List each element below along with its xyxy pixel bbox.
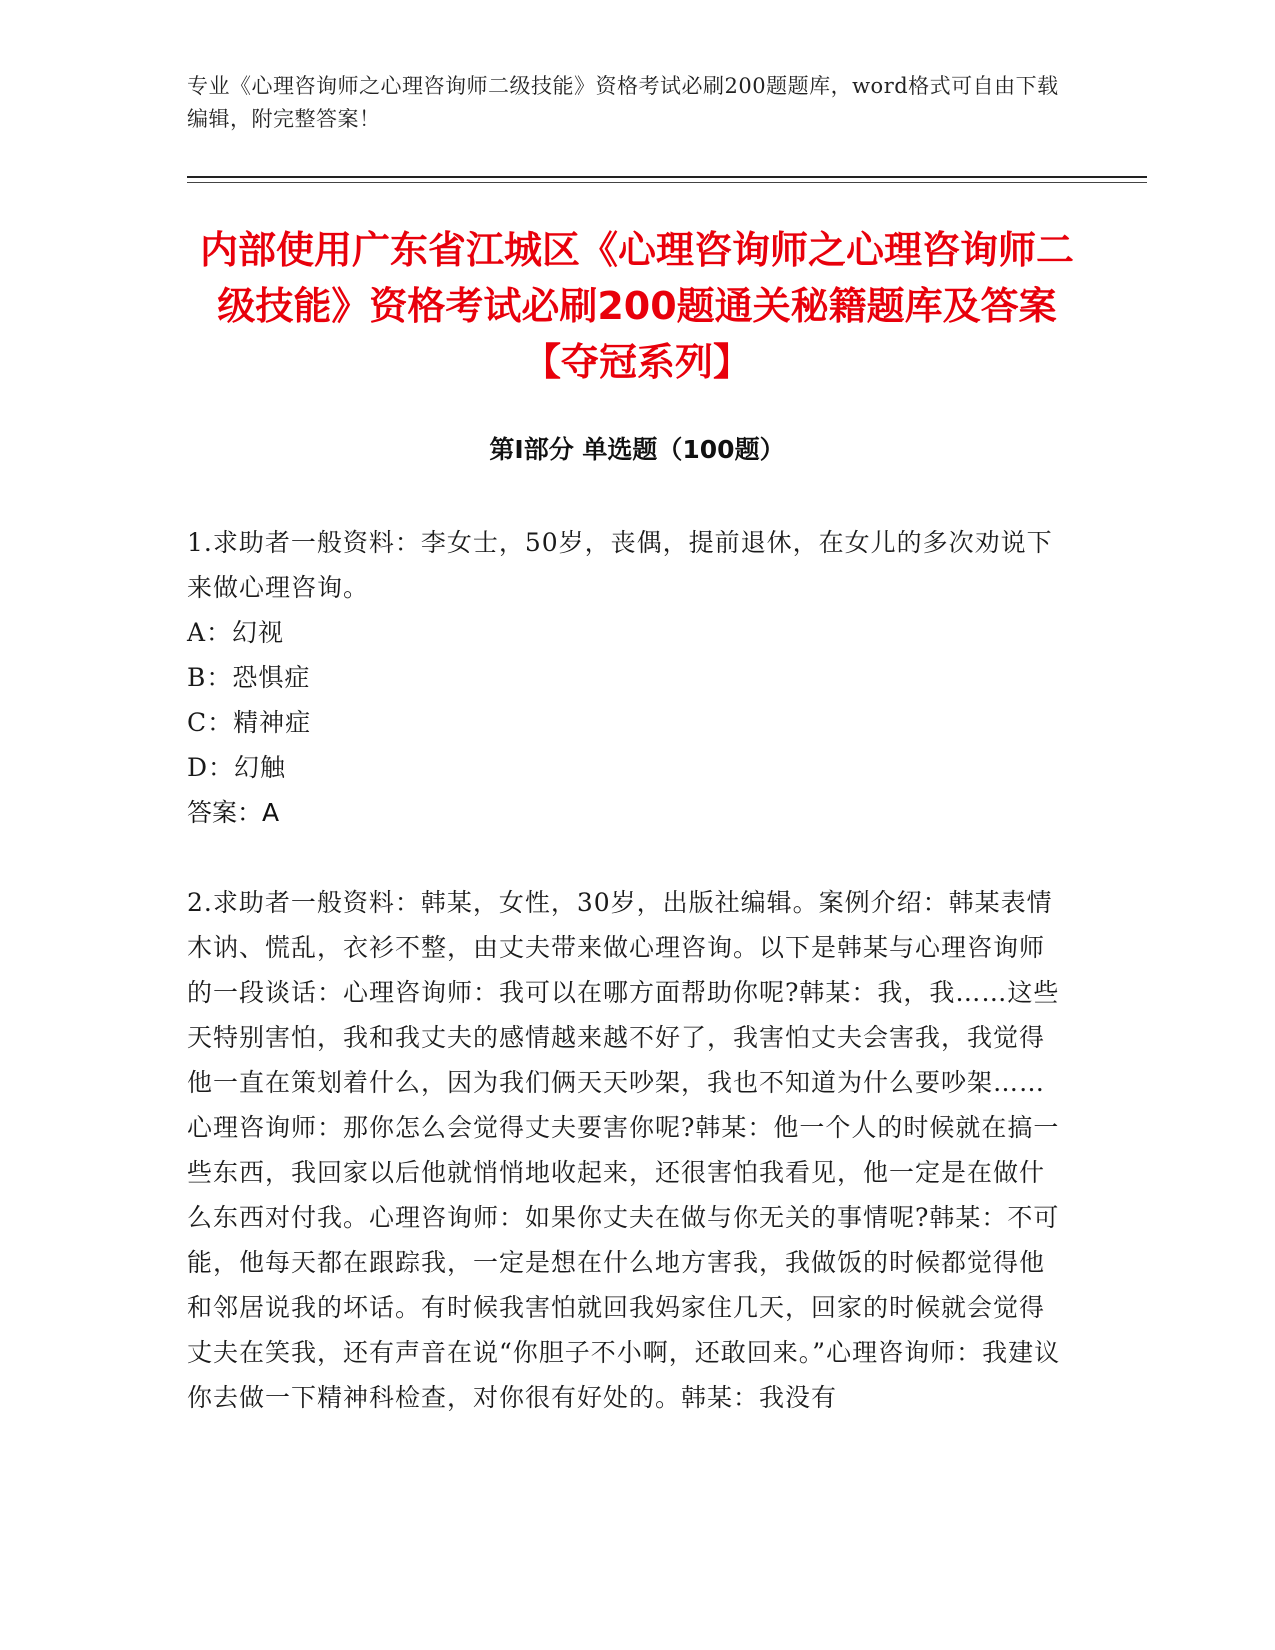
question-text: 1.求助者一般资料：李女士，50岁，丧偶，提前退休，在女儿的多次劝说下来做心理咨询。 [187,528,1053,602]
section-heading: 第Ⅰ部分 单选题（100题） [489,435,785,464]
document-title: 内部使用广东省江城区《心理咨询师之心理咨询师二级技能》资格考试必刷200题通关秘籍题库及答案【夺冠系列】 [199,228,1074,384]
header-note: 专业《心理咨询师之心理咨询师二级技能》资格考试必刷200题题库，word格式可自由下载编辑，附完整答案！ [187,74,1059,131]
question-text: 2.求助者一般资料：韩某，女性，30岁，出版社编辑。案例介绍：韩某表情木讷、慌乱，衣衫不整，由丈夫带来做心理咨询。以下是韩某与心理咨询师的一段谈话：心理咨询师：我可以在哪方面帮助你呢?韩某：我，我……这些天特别害怕，我和我丈夫的感情越来越不好了，我害怕丈夫会害我，我觉得他一直在策划着什么，因为我们俩天天吵架，我也不知道为什么要吵架……心理咨询师：那你怎么会觉得丈夫要害你呢?韩某：他一个人的时候就在搞一些东西，我回家以后他就悄悄地收起来，还很害怕我看见，他一定是在做什么东西对付我。心理咨询师：如果你丈夫在做与你无关的事情呢?韩某：不可能，他每天都在跟踪我，一定是想在什么地方害我，我做饭的时候都觉得他和邻居说我的坏话。有时候我害怕就回我妈家住几天，回家的时候就会觉得丈夫在笑我，还有声音在说“你胆子不小啊，还敢回来。”心理咨询师：我建议你去做一下精神科检查，对你很有好处的。韩某：我没有 [187,888,1061,1412]
option-b: B：恐惧症 [187,663,311,692]
option-d: D：幻触 [187,753,287,782]
answer-text: 答案：A [187,798,280,827]
question-1 [187,520,1067,835]
option-a: A：幻视 [187,618,285,647]
question-2 [187,880,1067,1420]
header-rule-thick [187,176,1147,178]
header-rule-thin [187,182,1147,183]
option-c: C：精神症 [187,708,312,737]
